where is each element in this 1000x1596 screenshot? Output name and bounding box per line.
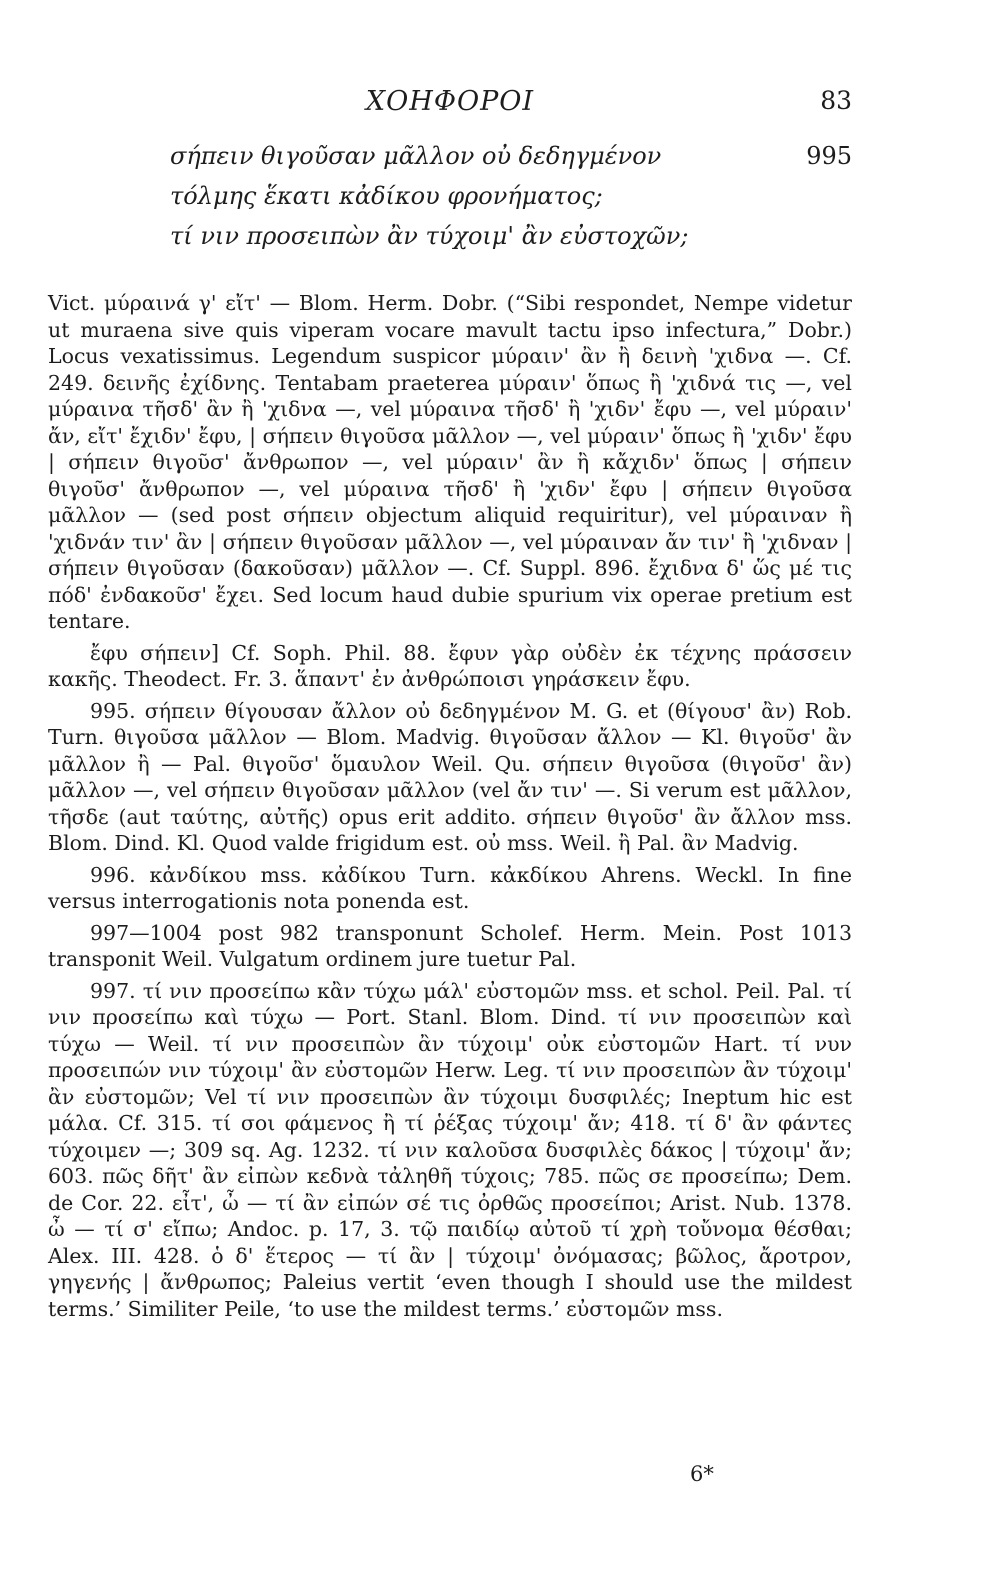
- verse-line: [170, 216, 852, 256]
- page-number: 83: [820, 86, 852, 115]
- verse-line: [170, 176, 852, 216]
- verse-text: σήπειν θιγοῦσαν μᾶλλον οὐ δεδηγμένον: [170, 142, 662, 170]
- note-paragraph: 997—1004 post 982 transponunt Scholef. Herm. Mein. Post 1013 transponit Weil. Vulgatum ordinem jure tuetur Pal.: [48, 920, 852, 971]
- note-paragraph: 995. σήπειν θίγουσαν ἄλλον οὐ δεδηγμένον M. G. et (θίγουσ' ἂν) Rob. Turn. θιγοῦσα μᾶλλον — Blom. Madvig. θιγοῦσαν ἄλλον — Kl. θιγοῦσ' ἂν μᾶλλον ἢ — Pal. θιγοῦσ' ὅμαυλον Weil. Qu. σήπειν θιγοῦσα (θιγοῦσ' ἂν) μᾶλλον —, vel σήπειν θιγοῦσαν μᾶλλον (vel ἄν τιν' —. Si verum est μᾶλλον, τῆσδε (aut ταύτης, αὐτῆς) opus erit addito. σήπειν θιγοῦσ' ἂν ἄλλον mss. Blom. Dind. Kl. Quod valde frigidum est. οὐ mss. Weil. ἢ Pal. ἂν Madvig.: [48, 698, 852, 855]
- note-paragraph: ἔφυ σήπειν] Cf. Soph. Phil. 88. ἔφυν γὰρ οὐδὲν ἐκ τέχνης πράσσειν κακῆς. Theodect. Fr. 3. ἅπαντ' ἐν ἀνθρώποισι γηράσκειν ἔφυ.: [48, 640, 852, 691]
- critical-notes: [48, 290, 852, 1327]
- running-title: ΧΟΗΦΟΡΟΙ: [365, 86, 535, 117]
- verse-number: 995: [806, 142, 852, 170]
- note-paragraph: Vict. μύραινά γ' εἴτ' — Blom. Herm. Dobr. (“Sibi respondet, Nempe videtur ut muraena sive quis viperam vocare mavult tactu ipso infectura,” Dobr.) Locus vexatissimus. Legendum suspicor μύραιν' ἂν ἢ δεινὴ 'χιδνα —. Cf. 249. δεινῆς ἐχίδνης. Tentabam praeterea μύραιν' ὅπως ἢ 'χιδνά τις —, vel μύραινα τῆσδ' ἂν ἢ 'χιδνα —, vel μύραινα τῆσδ' ἢ 'χιδν' ἔφυ —, vel μύραιν' ἄν, εἴτ' ἔχιδν' ἔφυ, | σήπειν θιγοῦσα μᾶλλον —, vel μύραιν' ὅπως ἢ 'χιδν' ἔφυ | σήπειν θιγοῦσ' ἄνθρωπον —, vel μύραιν' ἂν ἢ κἄχιδν' ὅπως | σήπειν θιγοῦσ' ἄνθρωπον —, vel μύραινα τῆσδ' ἢ 'χιδν' ἔφυ | σήπειν θιγοῦσα μᾶλλον — (sed post σήπειν objectum aliquid requiritur), vel μύραιναν ἢ 'χιδνάν τιν' ἂν | σήπειν θιγοῦσαν μᾶλλον —, vel μύραιναν ἄν τιν' ἢ 'χιδναν | σήπειν θιγοῦσαν (δακοῦσαν) μᾶλλον —. Cf. Suppl. 896. ἔχιδνα δ' ὥς μέ τις πόδ' ἐνδακοῦσ' ἔχει. Sed locum haud dubie spurium vix operae pretium est tentare.: [48, 291, 852, 633]
- signature-mark: 6*: [690, 1462, 714, 1486]
- verse-text: τόλμης ἕκατι κἀδίκου φρονήματος;: [170, 182, 603, 210]
- verse-text: τί νιν προσειπὼν ἂν τύχοιμ' ἂν εὐστοχῶν;: [170, 222, 689, 250]
- note-paragraph: 997. τί νιν προσείπω κἂν τύχω μάλ' εὐστομῶν mss. et schol. Peil. Pal. τί νιν προσείπω καὶ τύχω — Port. Stanl. Blom. Dind. τί νιν προσειπὼν καὶ τύχω — Weil. τί νιν προσειπὼν ἂν τύχοιμ' οὐκ εὐστομῶν Hart. τί νυν προσειπών νιν τύχοιμ' ἂν εὐστομῶν Herw. Leg. τί νιν προσειπὼν ἂν τύχοιμ' ἂν εὐστομῶν; Vel τί νιν προσειπὼν ἂν τύχοιμι δυσφιλές; Ineptum hic est μάλα. Cf. 315. τί σοι φάμενος ἢ τί ῥέξας τύχοιμ' ἄν; 418. τί δ' ἂν φάντες τύχοιμεν —; 309 sq. Ag. 1232. τί νιν καλοῦσα δυσφιλὲς δάκος | τύχοιμ' ἄν; 603. πῶς δῆτ' ἂν εἰπὼν κεδνὰ τἀληθῆ τύχοις; 785. πῶς σε προσείπω; Dem. de Cor. 22. εἶτ', ὦ — τί ἂν εἰπών σέ τις ὀρθῶς προσείποι; Arist. Nub. 1378. ὦ — τί σ' εἴπω; Andoc. p. 17, 3. τῷ παιδίῳ αὐτοῦ τί χρὴ τοὔνομα θέσθαι; Alex. III. 428. ὁ δ' ἕτερος — τί ἂν | τύχοιμ' ὀνόμασας; βῶλος, ἄροτρον, γηγενής | ἄνθρωπος; Paleius vertit ‘even though I should use the mildest terms.’ Similiter Peile, ‘to use the mildest terms.’ εὐστομῶν mss.: [48, 978, 852, 1321]
- note-paragraph: 996. κἀνδίκου mss. κἀδίκου Turn. κἀκδίκου Ahrens. Weckl. In fine versus interrogationis nota ponenda est.: [48, 862, 852, 913]
- verse-block: [170, 136, 852, 256]
- page-header: [48, 86, 852, 126]
- verse-line: [170, 136, 852, 176]
